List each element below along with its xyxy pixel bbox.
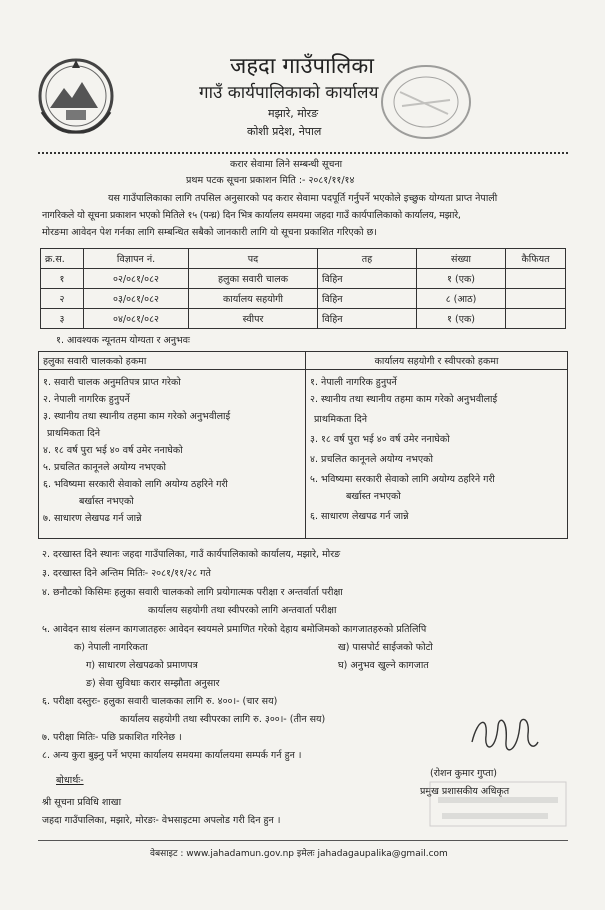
cc-line-2: जहदा गाउँपालिका, मझारे, मोरङः- वेभसाइटमा अपलोड गरी दिन हुन । [42,815,281,826]
signatory-role: प्रमुख प्रशासकीय अधिकृत [420,786,510,797]
list-item: ५. प्रचलित कानूनले अयोग्य नभएको [43,462,166,473]
point-5-ga: ग) साधारण लेखपढको प्रमाणपत्र [86,660,198,671]
signature-icon [468,712,540,762]
list-item: ६. भविष्यमा सरकारी सेवाको लागि अयोग्य ठहरिने गरी [43,479,228,490]
col-header: कैफियत [506,249,566,269]
list-item: बर्खास्त नभएको [79,496,134,507]
point-5: ५. आवेदन साथ संलग्न कागजातहरुः आवेदन स्वयमले प्रमाणित गरेको देहाय बमोजिमको कागजातहरुको प्रतिलिपि [42,624,427,635]
left-requirements [39,370,306,539]
list-item: १. सवारी चालक अनुमतिपत्र प्राप्त गरेको [43,377,181,388]
email-label: इमेलः [296,849,315,859]
table-cell: १ [41,269,84,289]
requirements-table [38,351,568,539]
table-cell [506,309,566,329]
point-4-continued: कार्यालय सहयोगी तथा स्वीपरको लागि अन्तवार्ता परीक्षा [148,605,337,616]
requirements-title: १. आवश्यक न्यूनतम योग्यता र अनुभवः [56,335,190,346]
table-cell [506,289,566,309]
table-header-row [41,249,566,269]
right-requirements [306,370,568,539]
table-row [41,269,566,289]
table-cell: १ (एक) [417,309,506,329]
table-cell: विहिन [318,289,417,309]
notice-body-line-3: मोरङमा आवेदन पेश गर्नका लागि सम्बन्धित सबैको जानकारी लागि यो सूचना प्रकाशित गरिएको छ। [42,227,377,238]
point-6: ६. परीक्षा दस्तुरः- हलुका सवारी चालकका लागि रु. ४००।- (चार सय) [42,696,278,707]
list-item: ३. १८ वर्ष पुरा भई ४० वर्ष उमेर ननाघेको [310,434,450,445]
office-stamp-icon [378,62,474,142]
notice-heading: करार सेवामा लिने सम्बन्धी सूचना [230,159,343,170]
point-5-ka: क) नेपाली नागरिकता [74,642,148,653]
table-cell: कार्यालय सहयोगी [189,289,318,309]
col-header: पद [189,249,318,269]
cc-label: बोधार्थः- [56,775,84,786]
right-column-header: कार्यालय सहयोगी र स्वीपरको हकमा [306,352,568,370]
office-subtitle: गाउँ कार्यपालिकाको कार्यालय [199,83,379,103]
point-3: ३. दरखास्त दिने अन्तिम मितिः- २०८१/११/२८ गते [42,568,211,579]
email-link[interactable]: jahadagaupalika@gmail.com [317,849,448,859]
office-location: मझारे, मोरङ [268,107,319,120]
list-item: ५. भविष्यमा सरकारी सेवाको लागि अयोग्य ठहरिने गरी [310,474,495,485]
point-7: ७. परीक्षा मितिः- पछि प्रकाशित गरिनेछ । [42,732,182,743]
website-label: वेबसाइट : [150,849,184,859]
office-title: जहदा गाउँपालिका [230,54,374,79]
table-cell: स्वीपर [189,309,318,329]
point-5-gha: घ) अनुभव खुल्ने कागजात [338,660,429,671]
col-header: संख्या [417,249,506,269]
col-header: तह [318,249,417,269]
nepal-emblem-icon [36,52,116,138]
point-2: २. दरखास्त दिने स्थानः जहदा गाउँपालिका, गाउँ कार्यपालिकाको कार्यालय, मझारे, मोरङ [42,549,341,560]
table-cell: ०२/०८१/०८२ [84,269,189,289]
table-cell: ८ (आठ) [417,289,506,309]
list-item: २. स्थानीय तथा स्थानीय तहमा काम गरेको अनुभवीलाई [310,394,498,405]
list-item: ३. स्थानीय तथा स्थानीय तहमा काम गरेको अनुभवीलाई [43,411,231,422]
col-header: विज्ञापन नं. [84,249,189,269]
table-row [41,309,566,329]
list-item: प्राथमिकता दिने [47,428,101,439]
table-cell: ०४/०८१/०८२ [84,309,189,329]
col-header: क्र.स. [41,249,84,269]
notice-publish-date: प्रथम पटक सूचना प्रकाशन मिति :- २०८१/११/१४ [186,175,355,186]
website-link[interactable]: www.jahadamun.gov.np [186,849,295,859]
table-cell: १ (एक) [417,269,506,289]
list-item: बर्खास्त नभएको [346,491,401,502]
list-item: ७. साधारण लेखपढ गर्न जान्ने [43,513,142,524]
table-row [41,289,566,309]
footer-divider [38,840,568,841]
table-cell: ३ [41,309,84,329]
list-item: ६. साधारण लेखपढ गर्न जान्ने [310,511,409,522]
point-5-kha: ख) पासपोर्ट साईजको फोटो [338,642,433,653]
point-4: ४. छनौटको किसिमः हलुका सवारी चालकको लागि प्रयोगात्मक परीक्षा र अन्तर्वार्ता परीक्षा [42,587,343,598]
point-5-nga: ङ) सेवा सुविधाः करार सम्झौता अनुसार [86,678,220,689]
notice-body-line-2: नागरिकले यो सूचना प्रकाशन भएको मितिले १५ (पन्ध्र) दिन भित्र कार्यालय समयमा जहदा गाउँ कार्यपालिकाको कार्यालय, मझारे, [42,210,461,221]
point-6-continued: कार्यालय सहयोगी तथा स्वीपरका लागि रु. ३००।- (तीन सय) [120,714,326,725]
cc-line-1: श्री सूचना प्रविधि शाखा [42,797,122,808]
header-divider [38,152,568,154]
table-cell: ०३/०८१/०८२ [84,289,189,309]
list-item: ४. १८ वर्ष पुरा भई ४० वर्ष उमेर ननाघेको [43,445,183,456]
office-province: कोशी प्रदेश, नेपाल [247,125,322,138]
list-item: १. नेपाली नागरिक हुनुपर्ने [310,377,397,388]
table-cell: २ [41,289,84,309]
signatory-name: (रोशन कुमार गुप्ता) [430,768,498,779]
name-stamp-icon [428,778,568,830]
table-cell: हलुका सवारी चालक [189,269,318,289]
vacancy-table [40,248,566,329]
table-cell [506,269,566,289]
point-8: ८. अन्य कुरा बुझ्नु पर्ने भएमा कार्यालय समयमा कार्यालयमा सम्पर्क गर्न हुन । [42,750,302,761]
notice-body-line-1: यस गाउँपालिकाका लागि तपसिल अनुसारको पद करार सेवामा पदपूर्ति गर्नुपर्ने भएकोले इच्छुक योग्यता प्राप्त नेपाली [108,193,498,204]
table-cell: विहिन [318,269,417,289]
table-cell: विहिन [318,309,417,329]
list-item: प्राथमिकता दिने [314,414,368,425]
footer-contact [150,846,448,859]
list-item: ४. प्रचलित कानूनले अयोग्य नभएको [310,454,433,465]
list-item: २. नेपाली नागरिक हुनुपर्ने [43,394,130,405]
left-column-header: हलुका सवारी चालकको हकमा [39,352,306,370]
